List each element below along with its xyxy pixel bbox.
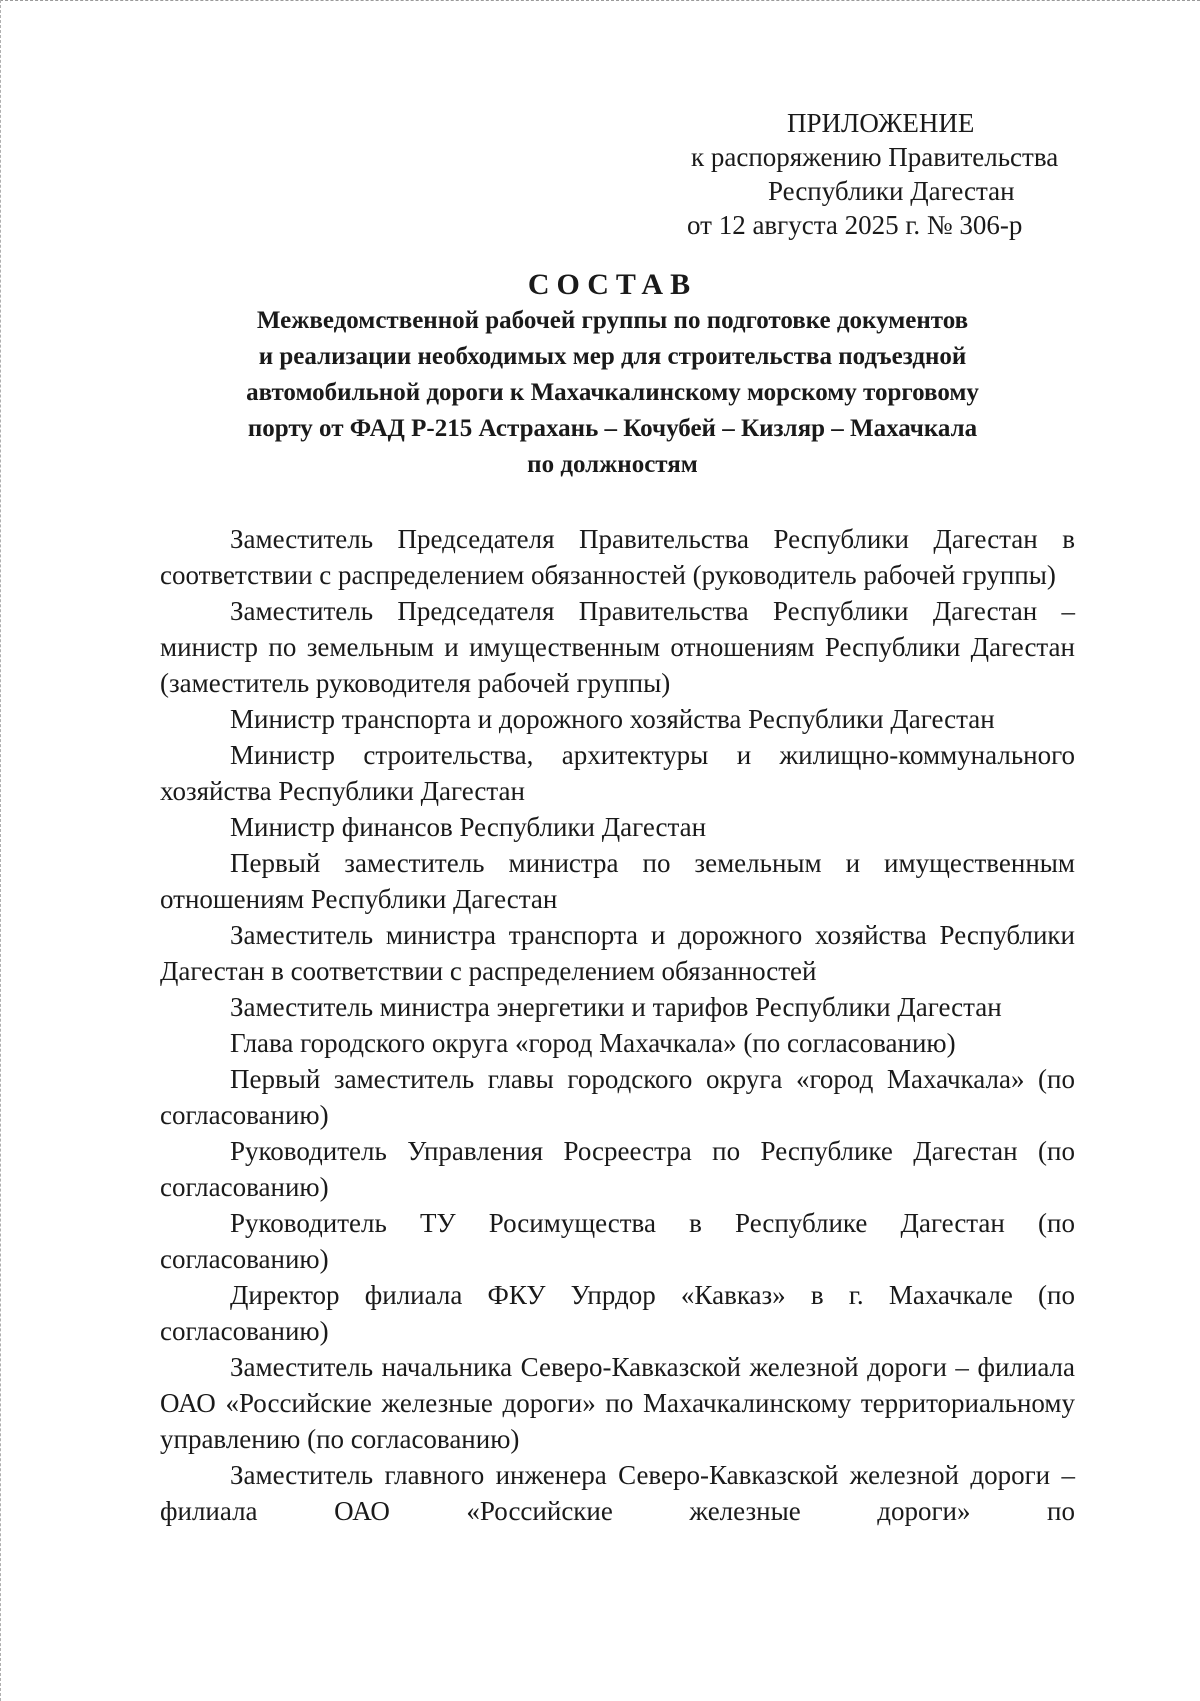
appendix-region: Республики Дагестан: [768, 176, 1015, 206]
subtitle-line: Межведомственной рабочей группы по подготовке документов: [256, 307, 969, 334]
member-entry: Заместитель министра энергетики и тарифов Республики Дагестан: [230, 992, 1002, 1022]
member-entry: Глава городского округа «город Махачкала» (по согласованию): [230, 1028, 956, 1058]
scan-edge-top: [0, 0, 1200, 3]
member-entry: Министр строительства, архитектуры и жилищно-коммунального хозяйства Республики Дагестан: [160, 740, 1075, 806]
members-list: [160, 521, 1075, 1529]
document-subtitle: [150, 303, 1075, 483]
member-entry: Заместитель начальника Северо-Кавказской железной дороги – филиала ОАО «Российские железные дороги» по Махачкалинскому территориальному управлению (по согласованию): [160, 1352, 1075, 1454]
member-entry: Директор филиала ФКУ Упрдор «Кавказ» в г. Махачкале (по согласованию): [160, 1280, 1075, 1346]
member-entry: Руководитель Управления Росреестра по Республике Дагестан (по согласованию): [160, 1136, 1075, 1202]
subtitle-line: автомобильной дороги к Махачкалинскому морскому торговому: [246, 379, 979, 406]
subtitle-line: и реализации необходимых мер для строительства подъездной: [258, 343, 967, 370]
member-entry: Руководитель ТУ Росимущества в Республике Дагестан (по согласованию): [160, 1208, 1075, 1274]
member-entry: Заместитель Председателя Правительства Республики Дагестан в соответствии с распределением обязанностей (руководитель рабочей группы): [160, 524, 1075, 590]
member-entry: Первый заместитель главы городского округа «город Махачкала» (по согласованию): [160, 1064, 1075, 1130]
member-entry: Первый заместитель министра по земельным и имущественным отношениям Республики Дагестан: [160, 848, 1075, 914]
appendix-label: ПРИЛОЖЕНИЕ: [787, 108, 975, 138]
member-entry: Заместитель Председателя Правительства Республики Дагестан – министр по земельным и имущественным отношениям Республики Дагестан (заместитель руководителя рабочей группы): [160, 596, 1075, 698]
document-title: СОСТАВ: [527, 268, 698, 301]
subtitle-line: по должностям: [527, 451, 698, 478]
member-entry: Заместитель главного инженера Северо-Кавказской железной дороги – филиала ОАО «Российские железные дороги» по: [160, 1460, 1075, 1526]
member-entry: Министр финансов Республики Дагестан: [230, 812, 707, 842]
appendix-reference: к распоряжению Правительства: [691, 142, 1059, 172]
scan-edge-left: [0, 0, 3, 1701]
member-entry: Министр транспорта и дорожного хозяйства Республики Дагестан: [230, 704, 995, 734]
appendix-date: от 12 августа 2025 г. № 306-р: [687, 210, 1023, 240]
appendix-header: [620, 106, 1120, 242]
subtitle-line: порту от ФАД Р-215 Астрахань – Кочубей – Кизляр – Махачкала: [247, 415, 978, 442]
member-entry: Заместитель министра транспорта и дорожного хозяйства Республики Дагестан в соответствии с распределением обязанностей: [160, 920, 1075, 986]
